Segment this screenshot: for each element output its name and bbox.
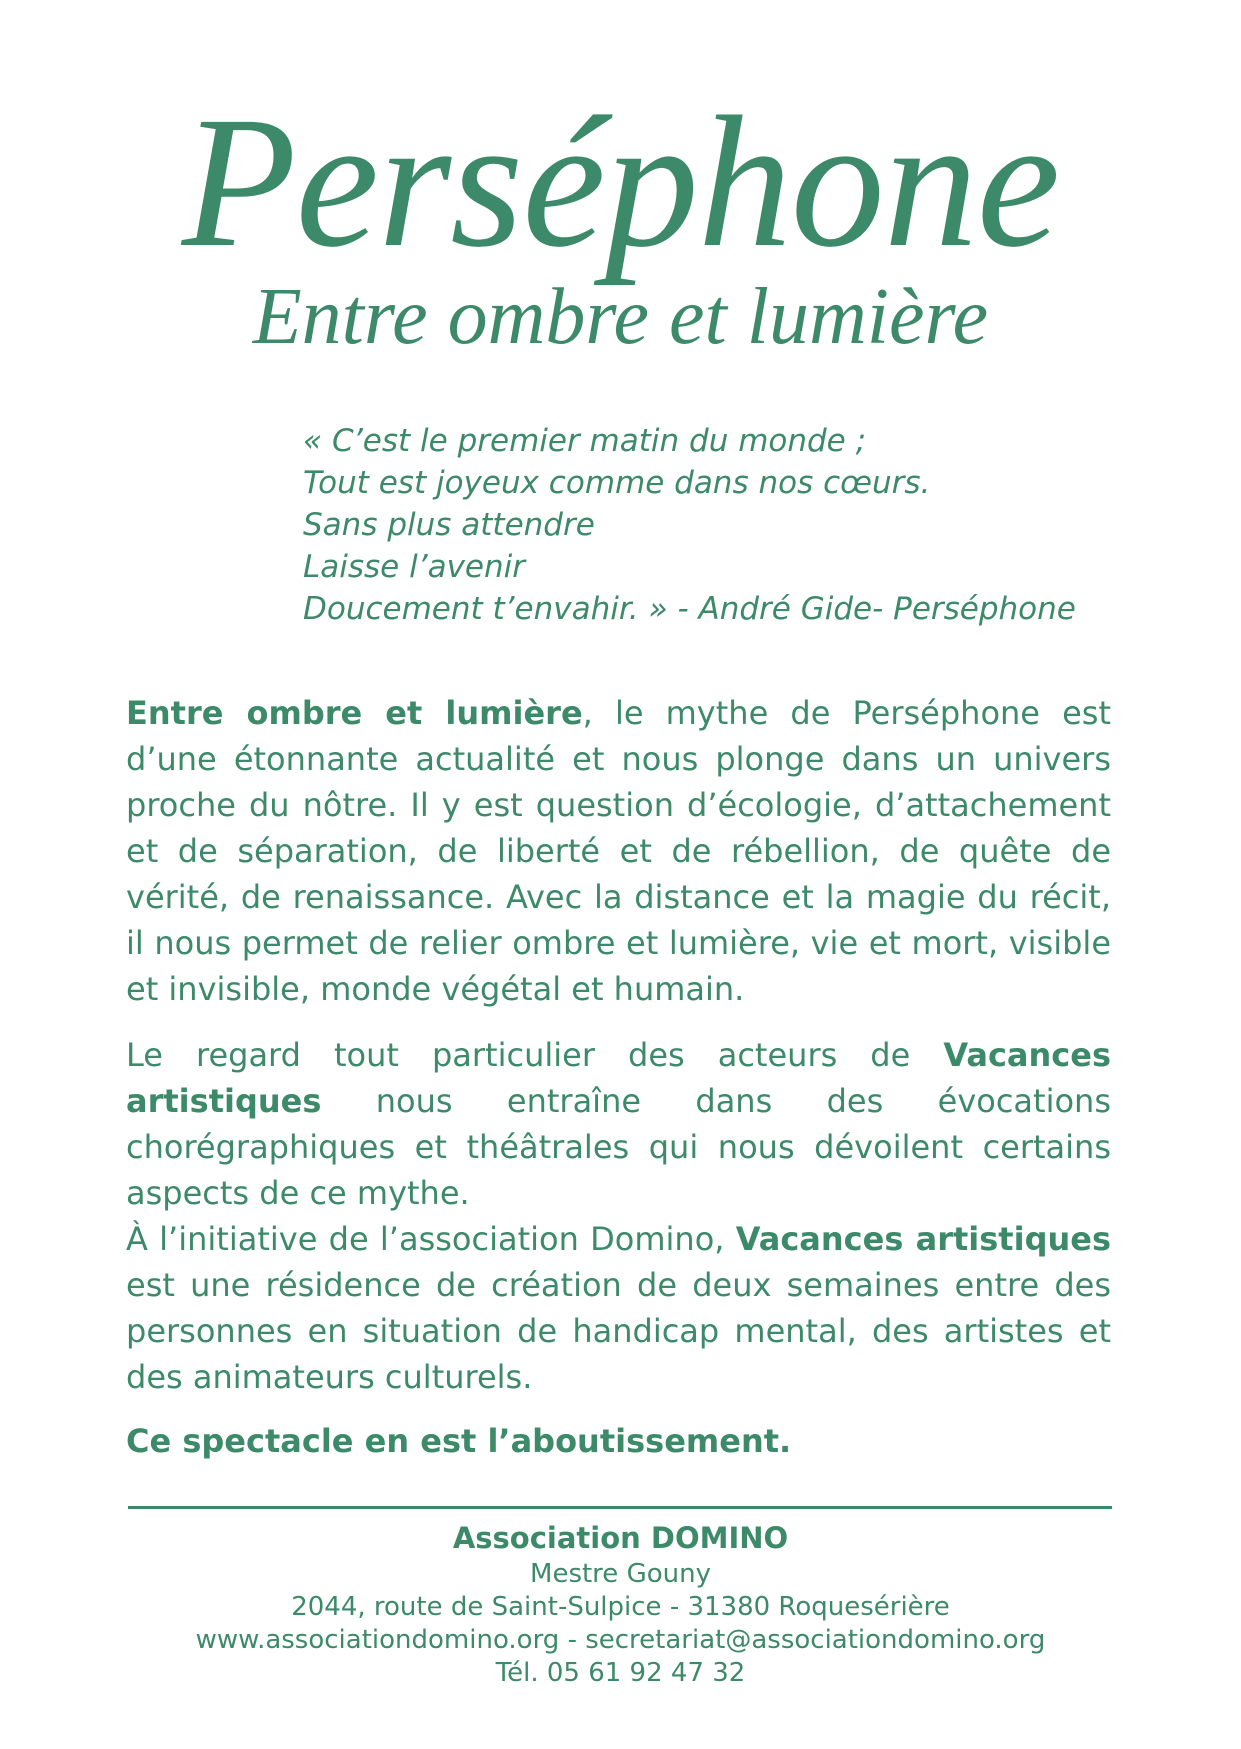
intro-paragraph (126, 690, 1111, 1012)
quote-line: Laisse l’avenir (303, 549, 525, 585)
footer-address: 2044, route de Saint-Sulpice - 31380 Roquesérière (291, 1592, 950, 1622)
intro-bold-lead: Entre ombre et lumière (126, 694, 583, 732)
footer-web-email: www.associationdomino.org - secretariat@associationdomino.org (195, 1625, 1046, 1655)
page-title: Perséphone (181, 77, 1060, 286)
footer-divider (128, 1506, 1112, 1509)
association-text-before: À l’initiative de l’association Domino, (126, 1220, 736, 1258)
intro-text: , le mythe de Perséphone est d’une étonnante actualité et nous plonge dans un univers proche du nôtre. Il y est question d’écologie, d’attachement et de séparation, de liberté et de rébellion, de quête de vérité, de renaissance. Avec la distance et la magie du récit, il nous permet de relier ombre et lumière, vie et mort, visible et invisible, monde végétal et humain. (126, 694, 1112, 1008)
quote-line: Tout est joyeux comme dans nos cœurs. (303, 465, 931, 501)
association-bold-name: Vacances artistiques (735, 1220, 1112, 1258)
quote-line: Doucement t’envahir. » - André Gide- Perséphone (303, 591, 1076, 627)
footer-org-name: Association DOMINO (452, 1521, 789, 1555)
closing-statement: Ce spectacle en est l’aboutissement. (126, 1422, 792, 1460)
epigraph-quote (303, 420, 1183, 630)
actors-text-after: nous entraîne dans des évocations chorégraphiques et théâtrales qui nous dévoilent certains aspects de ce mythe. (126, 1082, 1111, 1212)
actors-paragraph (126, 1032, 1111, 1216)
association-paragraph (126, 1216, 1111, 1400)
actors-bold-name: Vacances artistiques (126, 1036, 1111, 1120)
quote-line: « C’est le premier matin du monde ; (303, 423, 867, 459)
footer-phone: Tél. 05 61 92 47 32 (495, 1658, 746, 1688)
quote-line: Sans plus attendre (303, 507, 595, 543)
actors-text-before: Le regard tout particulier des acteurs de (126, 1036, 944, 1074)
footer-contact (0, 1518, 1241, 1690)
footer-place: Mestre Gouny (530, 1559, 711, 1589)
association-text-after: est une résidence de création de deux semaines entre des personnes en situation de handicap mental, des artistes et des animateurs culturels. (126, 1266, 1111, 1396)
page-subtitle: Entre ombre et lumière (252, 273, 989, 361)
